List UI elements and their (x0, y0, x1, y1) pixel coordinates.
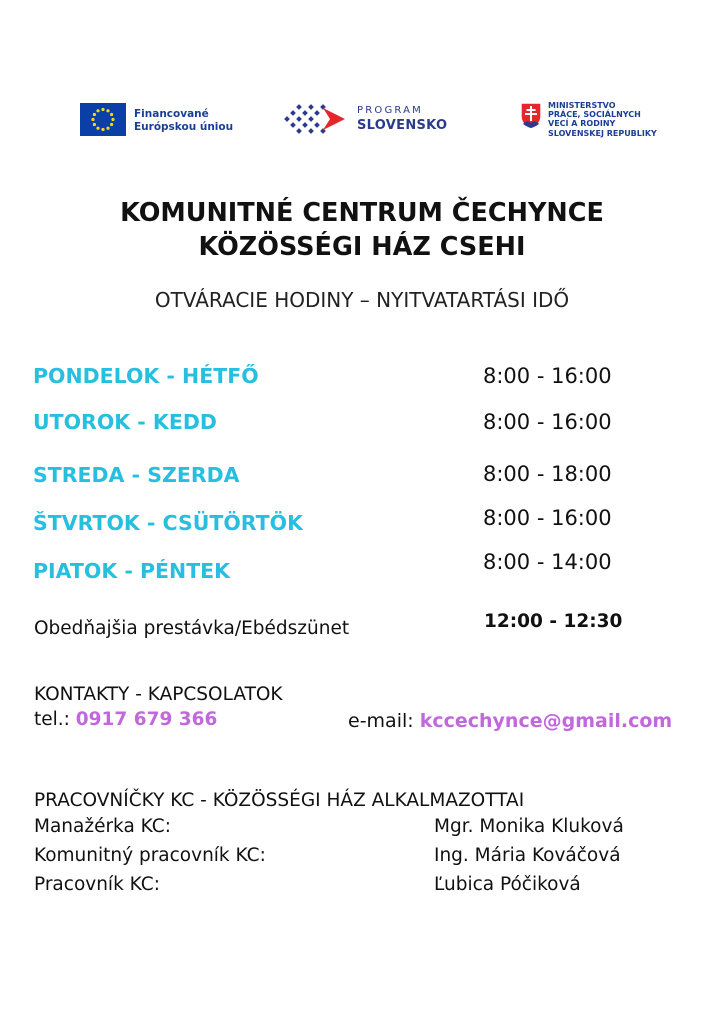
staff-role-worker: Pracovník KC: (34, 874, 160, 895)
staff-name-community-worker: Ing. Mária Kováčová (434, 845, 621, 866)
page-title-line2: KÖZÖSSÉGI HÁZ CSEHI (198, 232, 526, 262)
email-line (348, 710, 672, 732)
ministry-text (548, 101, 657, 138)
eu-flag-logo (80, 103, 126, 136)
phone-number-link[interactable]: 0917 679 366 (75, 709, 218, 730)
opening-hours-subtitle: OTVÁRACIE HODINY – NYITVATARTÁSI IDŐ (154, 288, 570, 312)
day-thursday: ŠTVRTOK - CSÜTÖRTÖK (33, 511, 303, 535)
lunch-break-label: Obedňajšia prestávka/Ebédszünet (34, 618, 350, 639)
hours-wednesday: 8:00 - 18:00 (483, 462, 612, 486)
program-label: PROGRAM (357, 105, 424, 116)
day-wednesday: STREDA - SZERDA (33, 463, 240, 487)
day-friday: PIATOK - PÉNTEK (33, 559, 231, 583)
hours-thursday: 8:00 - 16:00 (483, 506, 612, 530)
program-slovensko-mark-icon (283, 102, 353, 136)
page-title-line1: KOMUNITNÉ CENTRUM ČECHYNCE (120, 198, 604, 228)
hours-monday: 8:00 - 16:00 (483, 364, 612, 388)
hours-friday: 8:00 - 14:00 (483, 550, 612, 574)
ministry-line3: VECÍ A RODINY (548, 119, 616, 129)
phone-label: tel.: (34, 709, 76, 730)
lunch-break-hours: 12:00 - 12:30 (484, 611, 623, 632)
program-slovensko-logo (283, 102, 353, 136)
eu-line2: Európskou úniou (134, 121, 234, 133)
ministry-line1: MINISTERSTVO (548, 101, 616, 110)
eu-stars-icon (80, 103, 126, 136)
eu-funding-text (134, 108, 233, 134)
hours-tuesday: 8:00 - 16:00 (483, 410, 612, 434)
contacts-heading: KONTAKTY - KAPCSOLATOK (34, 684, 283, 705)
eu-line1: Financované (134, 108, 209, 120)
day-tuesday: UTOROK - KEDD (33, 410, 217, 434)
phone-line (34, 709, 217, 730)
slovensko-label: SLOVENSKO (357, 118, 448, 133)
staff-name-manager: Mgr. Monika Kluková (434, 816, 624, 837)
staff-heading: PRACOVNÍČKY KC - KÖZÖSSÉGI HÁZ ALKALMAZOTTAI (34, 790, 525, 811)
staff-role-manager: Manažérka KC: (34, 816, 171, 837)
slovak-coat-of-arms-icon (520, 101, 542, 129)
ministry-line2: PRÁCE, SOCIÁLNYCH (548, 110, 641, 120)
staff-name-worker: Ľubica Póčiková (434, 874, 581, 895)
staff-role-community-worker: Komunitný pracovník KC: (34, 845, 266, 866)
day-monday: PONDELOK - HÉTFŐ (33, 364, 259, 388)
email-link[interactable]: kccechynce@gmail.com (419, 710, 673, 732)
ministry-line4: SLOVENSKEJ REPUBLIKY (548, 128, 657, 138)
email-label: e-mail: (348, 710, 420, 732)
